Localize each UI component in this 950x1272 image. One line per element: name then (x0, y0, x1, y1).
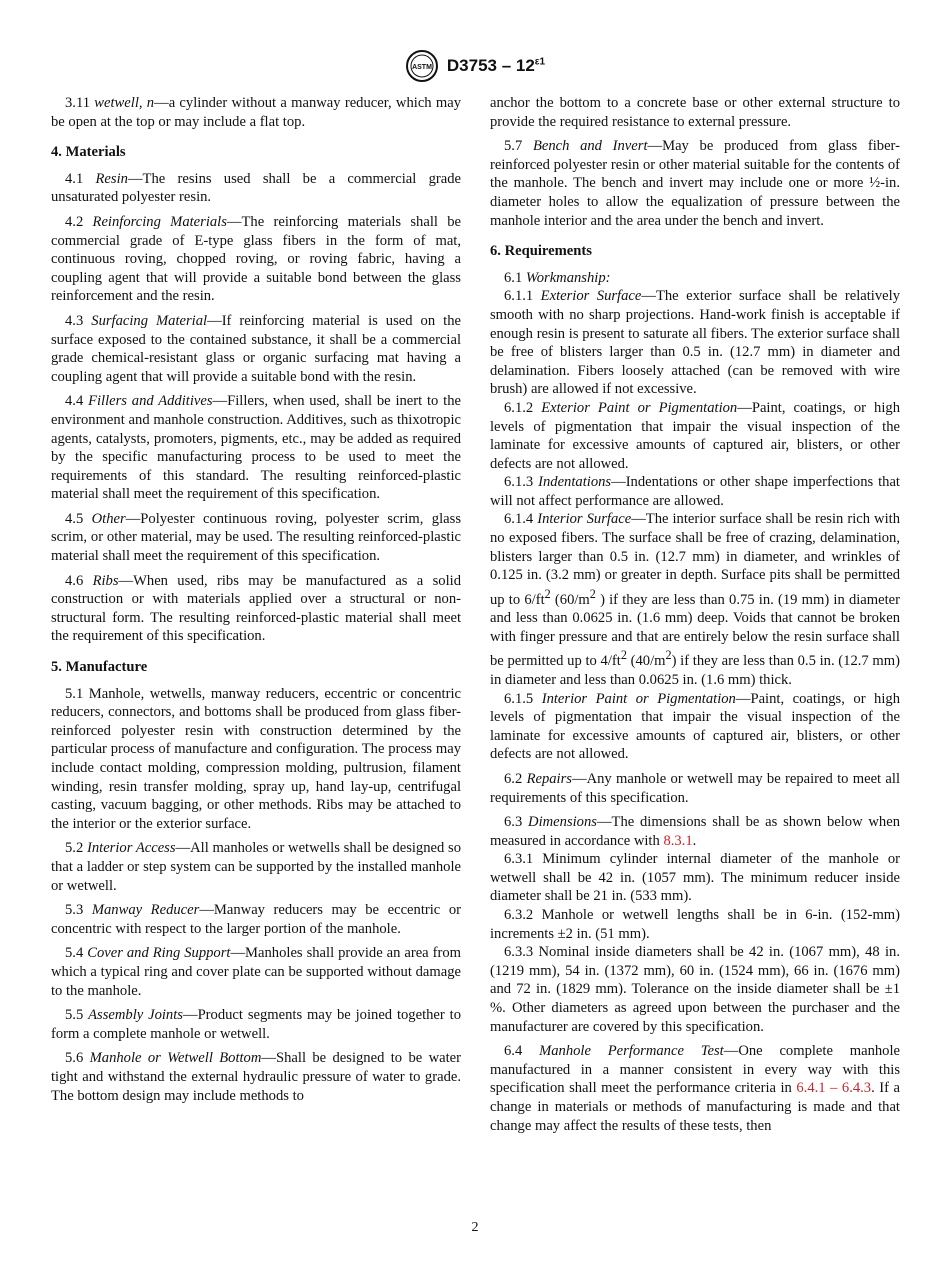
paragraph-6-1-3: 6.1.3 Indentations—Indentations or other shape imperfections that will not affect performance are allowed. (490, 474, 900, 509)
section-heading-manufacture: 5. Manufacture (51, 659, 148, 676)
astm-logo-icon (405, 50, 439, 82)
right-column (490, 94, 900, 1141)
paragraph-6-3-3: 6.3.3 Nominal inside diameters shall be 42 in. (1067 mm), 48 in. (1219 mm), 54 in. (1372 mm), 60 in. (1524 mm), 66 in. (1676 mm) and 72 in. (1829 mm). Tolerance on the inside diameter shall be ±1 %. Other diameters as agreed upon between the purchaser and the manufacturer are covered by this specification. (490, 944, 900, 1035)
document-designation: $D3753 - 12^{\varepsilon 1}$ (446, 56, 546, 75)
paragraph-4-1: 4.1 Resin—The resins used shall be a commercial grade unsaturated polyester resin. (51, 170, 461, 206)
page-number: 2 (471, 1220, 479, 1235)
paragraph-5-7: 5.7 Bench and Invert—May be produced from glass fiber-reinforced polyester resin or other material suitable for the contents of the manhole. The bench and invert may include one or more ½-in. diameter holes to allow the equalization of pressure between the manhole interior and the area under the bench and invert. (490, 138, 900, 229)
paragraph-4-5: 4.5 Other—Polyester continuous roving, polyester scrim, glass scrim, or other material, may be used. The resulting reinforced-plastic material shall meet the requirement of this specification. (51, 510, 461, 565)
paragraph-6-3-2: 6.3.2 Manhole or wetwell lengths shall be in 6-in. (152-mm) increments ±2 in. (51 mm). (490, 907, 901, 942)
paragraph-6-1: 6.1 Workmanship: (504, 269, 611, 286)
paragraph-6-3-1: 6.3.1 Minimum cylinder internal diameter of the manhole or wetwell shall be 42 in. (1057 mm). The minimum reducer inside diameter shall be 21 in. (533 mm). (490, 851, 900, 905)
paragraph-5-1: 5.1 Manhole, wetwells, manway reducers, eccentric or concentric reducers, connectors, and bottoms shall be produced from glass fiber-reinforced polyester resin with construction determined by the particular process of manufacture and configuration. The process may include contact molding, compression molding, pultrusion, filament winding, resin transfer molding, spray up, hand lay-up, centrifugal casting, vacuum bagging, or other methods. Ribs may be attached to the interior or the exterior surface. (51, 685, 461, 832)
paragraph-5-2: 5.2 Interior Access—All manholes or wetwells shall be designed so that a ladder or step system can be supported by the installed manhole or wetwell. (51, 840, 461, 894)
paragraph-6-1-5: 6.1.5 Interior Paint or Pigmentation—Paint, coatings, or high levels of pigmentation that impair the visual inspection of the laminate for excessive amounts of captured air, blisters, or other defects are not allowed. (490, 690, 901, 763)
paragraph-6-2: 6.2 Repairs—Any manhole or wetwell may be repaired to meet all requirements of this specification. (490, 770, 900, 806)
svg-text:ASTM: ASTM (411, 64, 432, 71)
paragraph-6-1-2: 6.1.2 Exterior Paint or Pigmentation—Paint, coatings, or high levels of pigmentation that impair the visual inspection of the laminate for excessive amounts of captured air, blisters, or other defects are not allowed. (490, 399, 900, 472)
page-header (0, 50, 950, 82)
paragraph-6-4: 6.4 Manhole Performance Test—One complete manhole manufactured in a manner consistent in every way with this specification shall meet the performance criteria in 6.4.1 – 6.4.3. If a change in materials or methods of manufacturing is made and that change may affect the results of these tests, then (490, 1043, 900, 1134)
paragraph-6-1-1: 6.1.1 Exterior Surface—The exterior surface shall be relatively smooth with no sharp projections. Hand-work finish is acceptable if enough resin is present to saturate all fibers. The exterior surface shall be free of blisters larger than 0.5 in. (12.7 mm) in diameter and delamination. Fibers loosely attached (can be removed with wire brush) are allowed if not excessive. (490, 288, 900, 398)
paragraph-5-3: 5.3 Manway Reducer—Manway reducers may be eccentric or concentric with respect to the larger portion of the manhole. (51, 902, 462, 937)
left-column (51, 94, 461, 1111)
paragraph-5-5: 5.5 Assembly Joints—Product segments may be joined together to form a complete manhole or wetwell. (51, 1007, 461, 1042)
paragraph-5-4: 5.4 Cover and Ring Support—Manholes shall provide an area from which a typical ring and cover plate can be supported without damage to the manhole. (51, 945, 461, 999)
section-link-8-3-1[interactable]: 8.3.1 (663, 832, 693, 849)
paragraph-4-3: 4.3 Surfacing Material—If reinforcing material is used on the surface exposed to the contained substance, it shall be a commercial grade chemical-resistant glass or organic surfacing mat having a coupling agent that will provide a suitable bond with the resin. (51, 312, 461, 385)
paragraph-6-3: 6.3 Dimensions—The dimensions shall be as shown below when measured in accordance with 8.3.1. (490, 814, 900, 849)
paragraph-4-2: 4.2 Reinforcing Materials—The reinforcing materials shall be commercial grade of E-type glass fibers in the form of mat, continuous roving, chopped roving, or roving fabric, having a coupling agent that will provide a suitable bond between the glass reinforcement and the resin. (51, 213, 461, 305)
paragraph-5-6-continued: anchor the bottom to a concrete base or other external structure to provide the required resistance to external pressure. (490, 95, 900, 130)
paragraph-4-4: 4.4 Fillers and Additives—Fillers, when used, shall be inert to the environment and manhole construction. Additives, such as thixotropic agents, catalysts, promoters, pigments, etc., may be added as required by the specific manufacturing process to be used to meet the requirements of this standard. The resulting reinforced-plastic material shall meet the requirement of this specification. (51, 393, 461, 503)
section-heading-requirements: 6. Requirements (490, 243, 592, 260)
paragraph-5-6: 5.6 Manhole or Wetwell Bottom—Shall be designed to be water tight and withstand the external hydraulic pressure of water to grade. The bottom design may include methods to (51, 1050, 462, 1104)
section-heading-materials: 4. Materials (51, 144, 126, 161)
paragraph-6-1-4: 6.1.4 Interior Surface—The interior surface shall be resin rich with no exposed fibers. The surface shall be free of crazing, delamination, blisters larger than 0.5 in. (12.7 mm) in diameter, and wrinkles of 0.125 in. (3.2 mm) or greater in depth. Surface pits shall be permitted up to $6/ft^2$ ($60/m^2$ ) if they are less than 0.75 in. (19 mm) in diameter and less than 0.0625 in. (1.6 mm) deep. Voids that cannot be broken with finger pressure and that are entirely below the resin surface shall be permitted up to $4/ft^2$ $(40/m^2)$ if they are less than 0.5 in. (12.7 mm) in diameter and less than 0.0625 in. (1.6 mm) thick. (490, 511, 900, 688)
section-link-6-4-1-to-6-4-3[interactable]: 6.4.1 – 6.4.3 (796, 1080, 872, 1097)
paragraph-4-6: 4.6 Ribs—When used, ribs may be manufactured as a solid construction or with materials applied over a structural or non-structural form. The resulting reinforced-plastic material shall meet the requirement of this specification. (51, 572, 461, 645)
paragraph-3-11: 3.11 wetwell, n—a cylinder without a manway reducer, which may be open at the top or may include a flat top. (51, 95, 461, 130)
